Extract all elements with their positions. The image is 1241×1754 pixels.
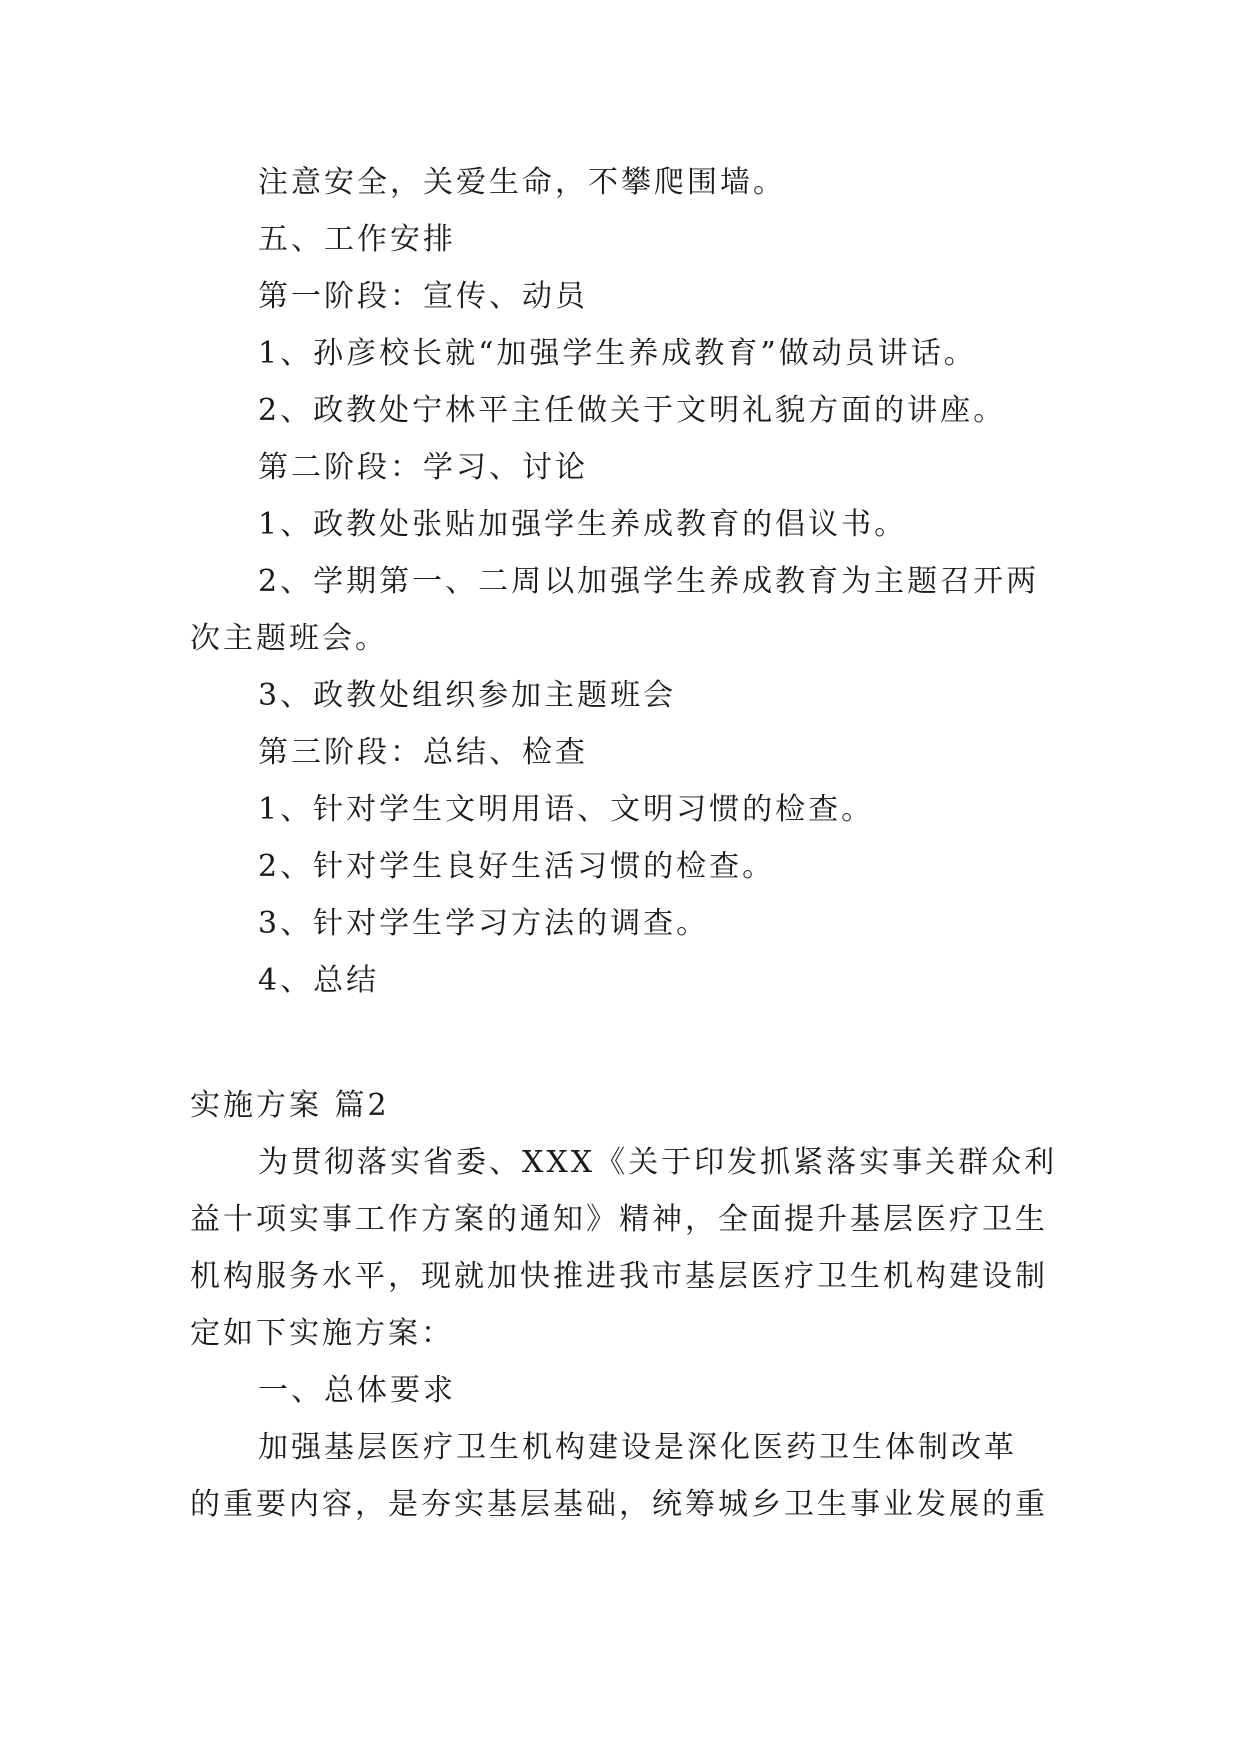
body-line-1: 加强基层医疗卫生机构建设是深化医药卫生体制改革 [258,1430,1017,1465]
section-heading-work-arrangement: 五、工作安排 [258,222,456,257]
stage3-item-4: 4、总结 [258,963,380,998]
intro-line-1: 为贯彻落实省委、XXX《关于印发抓紧落实事关群众利 [258,1145,1058,1180]
stage3-item-1: 1、针对学生文明用语、文明习惯的检查。 [258,792,875,827]
stage3-item-2: 2、针对学生良好生活习惯的检查。 [258,849,776,884]
intro-line-4: 定如下实施方案： [190,1316,454,1351]
stage3-title: 第三阶段：总结、检查 [258,735,588,770]
stage1-item-1: 1、孙彦校长就“加强学生养成教育”做动员讲话。 [258,336,977,371]
stage2-item-3: 3、政教处组织参加主题班会 [258,678,677,713]
stage2-title: 第二阶段：学习、讨论 [258,450,588,485]
section-heading-overall-requirements: 一、总体要求 [258,1373,456,1408]
safety-line: 注意安全，关爱生命，不攀爬围墙。 [258,165,786,200]
stage1-title: 第一阶段：宣传、动员 [258,279,588,314]
intro-line-2: 益十项实事工作方案的通知》精神，全面提升基层医疗卫生 [190,1202,1048,1237]
stage3-item-3: 3、针对学生学习方法的调查。 [258,906,710,941]
stage2-item-2-line-2: 次主题班会。 [190,621,388,656]
stage2-item-2-line-1: 2、学期第一、二周以加强学生养成教育为主题召开两 [258,564,1040,599]
body-line-2: 的重要内容，是夯实基层基础，统筹城乡卫生事业发展的重 [190,1487,1048,1522]
section2-title: 实施方案 篇2 [190,1088,390,1123]
stage2-item-1: 1、政教处张贴加强学生养成教育的倡议书。 [258,507,908,542]
intro-line-3: 机构服务水平，现就加快推进我市基层医疗卫生机构建设制 [190,1259,1048,1294]
stage1-item-2: 2、政教处宁林平主任做关于文明礼貌方面的讲座。 [258,393,1007,428]
